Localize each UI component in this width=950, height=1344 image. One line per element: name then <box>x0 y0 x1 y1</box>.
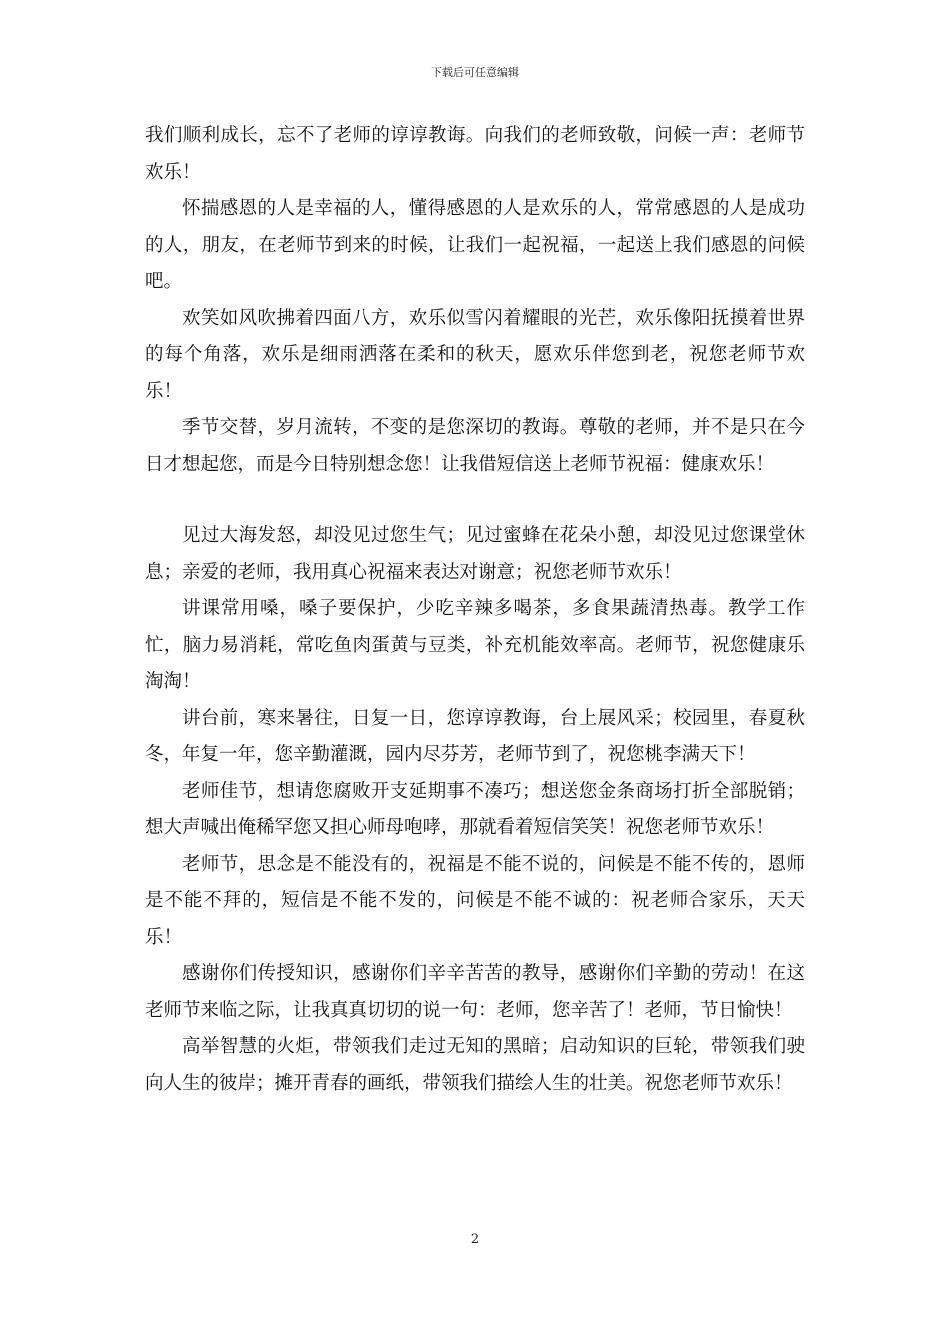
paragraph-11: 高举智慧的火炬，带领我们走过无知的黑暗；启动知识的巨轮，带领我们驶向人生的彼岸；摊开青春的画纸，带领我们描绘人生的壮美。祝您老师节欢乐！ <box>145 1036 805 1094</box>
document-body <box>145 118 805 1102</box>
paragraph-2: 怀揣感恩的人是幸福的人，懂得感恩的人是欢乐的人，常常感恩的人是成功的人，朋友，在老师节到来的时候，让我们一起祝福，一起送上我们感恩的问候吧。 <box>145 198 805 292</box>
paragraph-10: 感谢你们传授知识，感谢你们辛辛苦苦的教导，感谢你们辛勤的劳动！在这老师节来临之际，让我真真切切的说一句：老师，您辛苦了！老师，节日愉快！ <box>145 963 805 1021</box>
paragraph-gap <box>145 483 805 518</box>
paragraph-5: 见过大海发怒，却没见过您生气；见过蜜蜂在花朵小憩，却没见过您课堂休息；亲爱的老师，我用真心祝福来表达对谢意；祝您老师节欢乐！ <box>145 525 805 583</box>
page-number: 2 <box>470 1232 480 1247</box>
paragraph-3: 欢笑如风吹拂着四面八方，欢乐似雪闪着耀眼的光芒，欢乐像阳抚摸着世界的每个角落，欢乐是细雨洒落在柔和的秋天，愿欢乐伴您到老，祝您老师节欢乐！ <box>145 307 805 402</box>
paragraph-8: 老师佳节，想请您腐败开支延期事不凑巧；想送您金条商场打折全部脱销；想大声喊出俺稀罕您又担心师母咆哮，那就看着短信笑笑！祝您老师节欢乐！ <box>145 780 805 838</box>
paragraph-4: 季节交替，岁月流转，不变的是您深切的教诲。尊敬的老师，并不是只在今日才想起您，而是今日特别想念您！让我借短信送上老师节祝福：健康欢乐！ <box>145 417 805 475</box>
paragraph-1: 我们顺利成长，忘不了老师的谆谆教诲。向我们的老师致敬，问候一声：老师节欢乐！ <box>145 125 805 183</box>
paragraph-9: 老师节，思念是不能没有的，祝福是不能不说的，问候是不能不传的，恩师是不能不拜的，短信是不能不发的，问候是不能不诚的：祝老师合家乐，天天乐！ <box>145 853 805 948</box>
page-header: 下载后可任意编辑 <box>431 66 519 79</box>
paragraph-6: 讲课常用嗓，嗓子要保护，少吃辛辣多喝茶，多食果蔬清热毒。教学工作忙，脑力易消耗，常吃鱼肉蛋黄与豆类，补充机能效率高。老师节，祝您健康乐淘淘！ <box>145 598 805 692</box>
paragraph-7: 讲台前，寒来暑往，日复一日，您谆谆教诲，台上展风采；校园里，春夏秋冬，年复一年，您辛勤灌溉，园内尽芬芳，老师节到了，祝您桃李满天下！ <box>145 707 805 765</box>
